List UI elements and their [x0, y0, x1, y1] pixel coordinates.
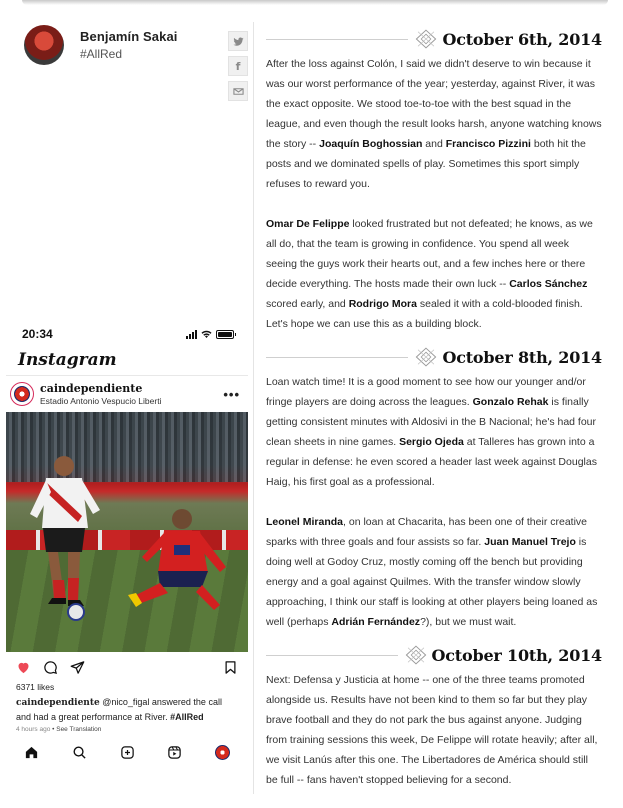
post-age — [6, 724, 248, 733]
email-icon — [233, 86, 244, 97]
blog-entry — [266, 346, 602, 632]
player-name: Joaquín Boghossian — [319, 138, 423, 150]
see-translation-link[interactable]: • See Translation — [50, 726, 102, 733]
post-actions — [6, 652, 248, 682]
entry-header — [266, 644, 602, 666]
entry-rule — [266, 39, 408, 40]
caption-text: answered the call and had a great performance at River. — [16, 697, 222, 722]
column-divider — [253, 22, 254, 794]
email-share-button[interactable] — [228, 81, 248, 101]
entry-rule — [266, 655, 398, 656]
paragraph-text: , on loan at Chacarita, has been one of their creative sparks with three goals and four assists so far. — [266, 516, 588, 548]
author-name[interactable]: Benjamín Sakai — [80, 29, 178, 44]
new-post-icon[interactable] — [120, 745, 135, 760]
entry-paragraph — [266, 670, 602, 790]
paragraph-text: is doing well at Godoy Cruz, mostly coming off the bench but providing energy and a goal against Quilmes. With the transfer window slowly approaching, I think our staff is looking at other players being loaned as well (perhaps — [266, 536, 598, 628]
bookmark-icon[interactable] — [223, 660, 238, 675]
independiente-player-figure — [124, 507, 234, 617]
entry-rule — [266, 357, 408, 358]
facebook-icon: f — [235, 59, 241, 73]
instagram-phone-mockup — [6, 322, 248, 782]
post-timestamp: 4 hours ago — [16, 726, 51, 733]
post-header — [6, 376, 248, 412]
twitter-icon — [233, 36, 244, 47]
facebook-share-button[interactable] — [228, 56, 248, 76]
instagram-header — [6, 346, 248, 376]
paragraph-text: at Talleres has grown into a regular in defense: he even scored a header last week against Douglas Haig, his first goal as a professional. — [266, 436, 597, 488]
send-icon[interactable] — [70, 660, 85, 675]
paragraph-text: looked frustrated but not defeated; he knows, as we all do, that the team is growing in confidence. You spend all week seeing the guys work their hearts out, and a few inches here or there decide everything. The hosts made their own luck -- — [266, 218, 593, 290]
paragraph-text: ?), but we must wait. — [420, 616, 517, 628]
caption-hashtag[interactable]: #AllRed — [170, 712, 204, 722]
entry-date: October 10th, 2014 — [431, 645, 602, 665]
paragraph-text: and — [422, 138, 446, 150]
post-location[interactable]: Estadio Antonio Vespucio Liberti — [40, 396, 162, 406]
paragraph-text: Loan watch time! It is a good moment to see how our younger and/or fringe players are doing across the leagues. — [266, 376, 586, 408]
twitter-share-button[interactable] — [228, 31, 248, 51]
blog-entry — [266, 28, 602, 334]
instagram-tab-bar — [6, 741, 248, 763]
author-block — [24, 25, 178, 65]
entry-header — [266, 28, 602, 50]
post-username[interactable]: caindependiente — [40, 382, 143, 395]
player-name: Leonel Miranda — [266, 516, 344, 528]
entry-paragraph — [266, 54, 602, 194]
entry-paragraph — [266, 372, 602, 492]
heart-icon[interactable] — [16, 660, 31, 675]
river-player-figure — [24, 452, 104, 622]
status-time: 20:34 — [22, 327, 53, 341]
paragraph-text: Next: Defensa y Justicia at home -- one of the three teams promoted alongside us. Results have not been kind to them so far but they play brave football and they do not park the bus against anyone. Judging from training sessions this week, De Felippe will rotate heavily; after all, we visit Lanús after this one. The Libertadores de América should still be full -- fans haven't stopped believing for a second. — [266, 674, 598, 786]
paragraph-text: is finally getting consistent minutes with Aldosivi in the B Nacional; he's had four clean sheets in nine games. — [266, 396, 597, 448]
paragraph-text: After the loss against Colón, I said we didn't deserve to win because it was our worst performance of the year; yesterday, against River, it was the exact opposite. We stood toe-to-toe with the best squad in the league, and even though the result looks harsh, anyone watching knows the story -- — [266, 58, 602, 150]
player-name: Rodrigo Mora — [348, 298, 417, 310]
entry-paragraph — [266, 214, 602, 334]
entry-date: October 6th, 2014 — [442, 29, 602, 49]
player-name: Gonzalo Rehak — [472, 396, 549, 408]
entry-header — [266, 346, 602, 368]
paragraph-text: scored early, and — [266, 298, 349, 310]
player-name: Adrián Fernández — [331, 616, 421, 628]
player-name: Carlos Sánchez — [509, 278, 588, 290]
like-count[interactable]: 6371 likes — [16, 682, 55, 692]
more-dots-icon[interactable]: ••• — [223, 386, 240, 402]
share-buttons — [228, 31, 248, 106]
player-name: Sergio Ojeda — [399, 436, 464, 448]
caption-mention[interactable]: @nico_figal — [99, 697, 150, 707]
caption-username[interactable]: caindependiente — [16, 698, 100, 708]
author-handle[interactable]: #AllRed — [80, 47, 123, 61]
search-icon[interactable] — [72, 745, 87, 760]
player-name: Omar De Felippe — [266, 218, 350, 230]
wifi-icon — [201, 330, 212, 339]
player-name: Francisco Pizzini — [445, 138, 531, 150]
paragraph-text: sealed it with a cold-blooded finish. Let's hope we can use this as a building block. — [266, 298, 583, 330]
crest-ornament-icon — [414, 346, 438, 368]
post-image[interactable] — [6, 412, 248, 652]
battery-icon — [216, 330, 234, 339]
reels-icon[interactable] — [167, 745, 182, 760]
status-bar — [6, 322, 248, 346]
blog-entry — [266, 644, 602, 790]
top-shadow-rule — [22, 0, 608, 5]
comment-icon[interactable] — [43, 660, 58, 675]
author-avatar[interactable] — [24, 25, 64, 65]
signal-icon — [186, 330, 197, 339]
crest-ornament-icon — [404, 644, 428, 666]
profile-icon[interactable] — [215, 745, 230, 760]
player-name: Juan Manuel Trejo — [484, 536, 576, 548]
paragraph-text: both hit the posts and we dominated spells of play. Sometimes this sport simply refuses to reward you. — [266, 138, 586, 190]
post-avatar[interactable] — [10, 382, 34, 406]
blog-column — [266, 28, 602, 790]
crest-ornament-icon — [414, 28, 438, 50]
entry-date: October 8th, 2014 — [442, 347, 602, 367]
instagram-logo[interactable]: Instagram — [18, 350, 117, 370]
club-crest-icon — [14, 386, 30, 402]
entry-paragraph — [266, 512, 602, 632]
post-caption — [6, 692, 248, 724]
home-icon[interactable] — [24, 745, 39, 760]
